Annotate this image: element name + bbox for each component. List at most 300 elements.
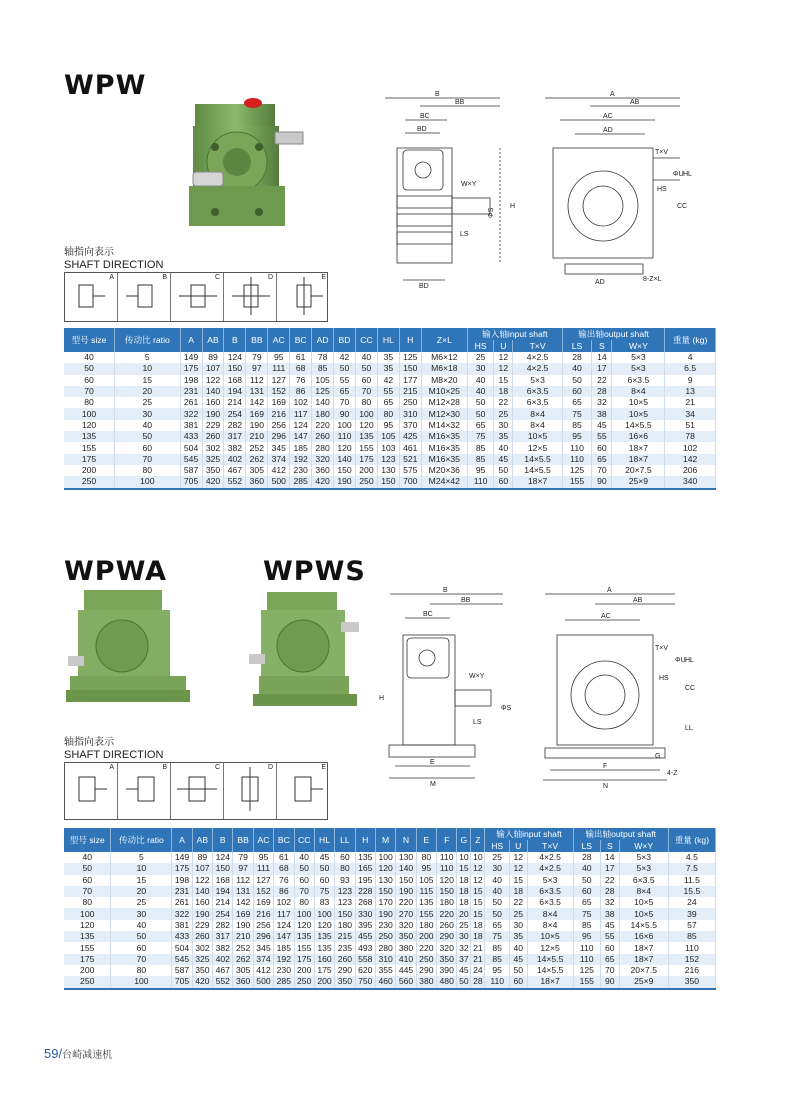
table-cell: 252	[246, 442, 268, 453]
table-cell: 61	[274, 852, 294, 863]
table-cell: 380	[416, 976, 436, 988]
wpwa-dim-ls: LS	[473, 719, 482, 726]
table-cell: 78	[665, 431, 716, 442]
table-cell: 80	[64, 897, 111, 908]
table-cell: 18	[457, 897, 471, 908]
dim-h: H	[510, 203, 516, 210]
table-cell: 40	[485, 875, 510, 886]
table-cell: 6×3.5	[612, 375, 665, 386]
table-cell: 382	[213, 942, 233, 953]
table-cell: 70	[355, 386, 377, 397]
table-cell: 10×5	[612, 408, 665, 419]
table-cell: 256	[253, 920, 273, 931]
table-cell: 95	[467, 465, 493, 476]
wpw-gearbox-photo	[175, 92, 325, 232]
table-cell: 100	[111, 976, 172, 988]
table-row	[64, 942, 716, 953]
table-cell: 8×4	[612, 386, 665, 397]
table-cell: 280	[312, 442, 334, 453]
table-cell: 190	[233, 920, 253, 931]
table-cell: 60	[355, 375, 377, 386]
table-cell: 70	[294, 886, 314, 897]
table-cell: 6.5	[665, 363, 716, 374]
table-cell: 110	[573, 942, 600, 953]
table-cell: 700	[399, 476, 421, 488]
table-cell: 14×5.5	[513, 465, 563, 476]
table-cell: 10×5	[513, 431, 563, 442]
table-cell: 50	[494, 465, 513, 476]
table-cell: 420	[192, 976, 212, 988]
table-cell: 30	[467, 363, 493, 374]
table-cell: 150	[335, 908, 355, 919]
table-cell: M6×18	[421, 363, 467, 374]
table-cell: 50	[111, 931, 172, 942]
table-cell: 18×7	[513, 476, 563, 488]
shaft2-option-a: A	[65, 763, 118, 819]
table-cell: M16×35	[421, 431, 467, 442]
table-cell: 750	[355, 976, 375, 988]
wpwa-dim-f: F	[603, 763, 608, 770]
table-cell: 110	[467, 476, 493, 488]
table-cell: 140	[312, 397, 334, 408]
table-row	[64, 476, 716, 488]
table-row	[64, 454, 716, 465]
table-cell: 45	[600, 920, 619, 931]
table-cell: 102	[274, 897, 294, 908]
table-cell: 50	[64, 863, 111, 874]
table-cell: 467	[213, 965, 233, 976]
table-cell: 6×3.5	[527, 897, 573, 908]
shaft-direction-en-2: SHAFT DIRECTION	[64, 749, 164, 761]
table-cell: 79	[233, 852, 253, 863]
wpwa-dim-h: H	[379, 695, 385, 702]
table-cell: 152	[253, 886, 273, 897]
dim-ab: AB	[630, 99, 640, 106]
wpw-drawing-front	[535, 88, 695, 293]
table-cell: 10	[471, 852, 485, 863]
table-cell: 107	[192, 863, 212, 874]
table-row	[64, 886, 716, 897]
table-cell: 95	[377, 420, 399, 431]
table-cell: 190	[375, 908, 395, 919]
table-cell: 76	[274, 875, 294, 886]
table-cell: 100	[64, 408, 115, 419]
table-cell: 170	[375, 897, 395, 908]
table-row	[64, 920, 716, 931]
table-cell: 100	[64, 908, 111, 919]
table-cell: 135	[314, 942, 334, 953]
table-cell: 50	[467, 397, 493, 408]
wpwa-dim-cc: CC	[685, 685, 696, 692]
table-cell: 80	[416, 852, 436, 863]
wpwa-dim-ab: AB	[633, 597, 643, 604]
dim-bd-bottom: BD	[419, 283, 429, 290]
table-cell: 124	[290, 420, 312, 431]
table-cell: 168	[224, 375, 246, 386]
table-cell: 250	[294, 976, 314, 988]
table-cell: 122	[202, 375, 224, 386]
table-cell: 65	[485, 920, 510, 931]
table-cell: 15	[494, 375, 513, 386]
table-cell: 552	[213, 976, 233, 988]
table-cell: 147	[274, 931, 294, 942]
table-cell: 216	[253, 908, 273, 919]
table-row	[64, 875, 716, 886]
wpwa-dim-s: ΦS	[501, 705, 512, 712]
table-cell: 22	[494, 397, 513, 408]
table-cell: 231	[172, 886, 192, 897]
table-cell: 120	[334, 442, 356, 453]
wpwa-dim-a: A	[607, 587, 612, 594]
table-cell: 18×7	[612, 442, 665, 453]
table-cell: 85	[485, 942, 510, 953]
table-cell: 135	[355, 431, 377, 442]
table-cell: 500	[253, 976, 273, 988]
table-cell: 5×3	[612, 352, 665, 363]
table-cell: 15	[471, 897, 485, 908]
table-cell: 70	[64, 386, 115, 397]
table-cell: 150	[396, 875, 416, 886]
table-cell: 6×3.5	[527, 886, 573, 897]
table-cell: 14×5.5	[527, 965, 573, 976]
table-cell: 254	[213, 908, 233, 919]
footer-brand: 台崎减速机	[62, 1050, 113, 1061]
table-row	[64, 465, 716, 476]
table-cell: 68	[290, 363, 312, 374]
table-cell: 6×3.5	[513, 397, 563, 408]
table-cell: 198	[180, 375, 202, 386]
table-cell: 18	[494, 386, 513, 397]
wpw-title: WPW	[64, 70, 147, 101]
table-cell: 175	[314, 965, 334, 976]
table-cell: 24	[668, 897, 715, 908]
table-cell: 25	[457, 920, 471, 931]
table-cell: 250	[355, 476, 377, 488]
table-cell: 86	[274, 886, 294, 897]
table-cell: 85	[573, 920, 600, 931]
table-cell: 20	[111, 886, 172, 897]
table-cell: 100	[355, 408, 377, 419]
table-cell: 12	[509, 852, 527, 863]
table-cell: 194	[224, 386, 246, 397]
table-cell: 50	[294, 863, 314, 874]
table-cell: 110	[573, 954, 600, 965]
table-cell: 60	[494, 476, 513, 488]
table-cell: 45	[457, 965, 471, 976]
table-cell: 340	[665, 476, 716, 488]
th-output-group: 输出轴output shaft	[562, 328, 664, 340]
table-cell: 412	[253, 965, 273, 976]
table-cell: 115	[416, 886, 436, 897]
table-cell: 8×4	[527, 908, 573, 919]
table-cell: 493	[355, 942, 375, 953]
dim-bc: BC	[420, 113, 430, 120]
table-cell: 30	[509, 920, 527, 931]
table-cell: 25	[509, 908, 527, 919]
table-cell: 381	[172, 920, 192, 931]
table-cell: 350	[202, 465, 224, 476]
table-cell: 95	[416, 863, 436, 874]
table-cell: 10×5	[619, 908, 668, 919]
table-cell: 175	[294, 954, 314, 965]
table-cell: 250	[399, 397, 421, 408]
table-row	[64, 976, 716, 988]
table-cell: 131	[246, 386, 268, 397]
table-cell: 22	[600, 875, 619, 886]
table-cell: 12	[494, 363, 513, 374]
table-row	[64, 363, 716, 374]
table-cell: 70	[64, 886, 111, 897]
table-cell: 195	[355, 875, 375, 886]
table-cell: 100	[314, 908, 334, 919]
table-cell: 120	[314, 920, 334, 931]
table-cell: 320	[312, 454, 334, 465]
table-cell: 11.5	[668, 875, 715, 886]
table-cell: 95	[562, 431, 591, 442]
table-cell: 215	[399, 386, 421, 397]
table-cell: 620	[355, 965, 375, 976]
table-cell: 111	[268, 363, 290, 374]
dim-ad-bottom: AD	[595, 279, 605, 286]
table-row	[64, 386, 716, 397]
table-cell: 10	[457, 852, 471, 863]
th-weight: 重量 (kg)	[665, 328, 716, 352]
table-cell: 15	[471, 908, 485, 919]
dim-u: ΦU	[673, 171, 684, 178]
table-cell: 32	[592, 397, 612, 408]
table-cell: 190	[396, 886, 416, 897]
table-cell: 35	[509, 931, 527, 942]
table-cell: 14	[592, 352, 612, 363]
table-cell: 350	[437, 954, 457, 965]
table-cell: 50	[115, 431, 181, 442]
table-cell: 8×4	[513, 408, 563, 419]
table-cell: 90	[334, 408, 356, 419]
table-cell: 322	[172, 908, 192, 919]
th-input-group: 输入轴input shaft	[467, 328, 562, 340]
table-cell: 130	[375, 875, 395, 886]
shaft-option-c: C	[171, 273, 224, 321]
table-cell: 310	[375, 954, 395, 965]
table-cell: 65	[467, 420, 493, 431]
table-cell: 260	[192, 931, 212, 942]
table-cell: 194	[213, 886, 233, 897]
wpwa-dim-bb: BB	[461, 597, 471, 604]
table-cell: 390	[437, 965, 457, 976]
table-cell: 254	[224, 408, 246, 419]
table-cell: 51	[665, 420, 716, 431]
table-cell: 382	[224, 442, 246, 453]
table-cell: 350	[335, 976, 355, 988]
table-cell: 85	[467, 454, 493, 465]
table-cell: 18×7	[612, 454, 665, 465]
table-cell: 260	[437, 920, 457, 931]
dim-b: B	[435, 91, 440, 98]
table-cell: 350	[192, 965, 212, 976]
table-cell: 180	[335, 920, 355, 931]
table-cell: 705	[172, 976, 192, 988]
table-cell: 18	[509, 886, 527, 897]
table-cell: 89	[192, 852, 212, 863]
table-cell: 120	[294, 920, 314, 931]
table-row	[64, 965, 716, 976]
table-cell: 83	[314, 897, 334, 908]
table-cell: 290	[335, 965, 355, 976]
table-cell: 445	[396, 965, 416, 976]
shaft2-option-b: B	[118, 763, 171, 819]
table-cell: 150	[334, 465, 356, 476]
table-cell: 60	[64, 875, 111, 886]
table-cell: 4×2.5	[527, 863, 573, 874]
table-cell: 4×2.5	[527, 852, 573, 863]
table-cell: 50	[467, 408, 493, 419]
table-cell: 105	[416, 875, 436, 886]
table-cell: 95	[485, 965, 510, 976]
table-cell: 65	[562, 397, 591, 408]
table-cell: 86	[290, 386, 312, 397]
table-cell: 14	[600, 852, 619, 863]
table-cell: 302	[192, 942, 212, 953]
table-cell: 12	[509, 863, 527, 874]
table-cell: M24×42	[421, 476, 467, 488]
table-cell: 65	[334, 386, 356, 397]
table-cell: 381	[180, 420, 202, 431]
table-cell: 140	[334, 454, 356, 465]
table-cell: 262	[233, 954, 253, 965]
table-cell: 180	[437, 897, 457, 908]
table-cell: 40	[494, 442, 513, 453]
table-cell: 68	[274, 863, 294, 874]
dim-hl: HL	[683, 171, 692, 178]
wpwa-dim-wy: W×Y	[469, 673, 485, 680]
table-cell: 16×6	[619, 931, 668, 942]
table-cell: 149	[180, 352, 202, 363]
table-cell: 155	[562, 476, 591, 488]
table-cell: 45	[509, 954, 527, 965]
table-cell: 80	[377, 408, 399, 419]
table-cell: 100	[115, 476, 181, 488]
table-cell: 42	[377, 375, 399, 386]
table-cell: 250	[416, 954, 436, 965]
table-cell: 12	[471, 875, 485, 886]
table-cell: 25	[485, 852, 510, 863]
table-cell: 355	[375, 965, 395, 976]
shaft-direction-diagram-1	[64, 272, 328, 322]
table-cell: 360	[233, 976, 253, 988]
table-cell: 231	[180, 386, 202, 397]
table-cell: 420	[202, 476, 224, 488]
table-cell: 75	[467, 431, 493, 442]
table-cell: 60	[314, 875, 334, 886]
table-cell: 40	[485, 886, 510, 897]
table-cell: 13	[665, 386, 716, 397]
table-cell: 8×4	[513, 420, 563, 431]
table-cell: 180	[312, 408, 334, 419]
table-cell: 124	[213, 852, 233, 863]
table-cell: 40	[509, 942, 527, 953]
table-cell: 60	[592, 442, 612, 453]
table-cell: 28	[471, 976, 485, 988]
table-row	[64, 431, 716, 442]
table-cell: 85	[562, 420, 591, 431]
wpwa-dim-e: E	[430, 759, 435, 766]
table-cell: 70	[334, 397, 356, 408]
shaft-direction-cn-2: 轴指向表示	[64, 737, 114, 748]
table-cell: 200	[64, 465, 115, 476]
table-cell: 21	[471, 954, 485, 965]
table-cell: 177	[399, 375, 421, 386]
table-cell: 587	[172, 965, 192, 976]
table-cell: 360	[312, 465, 334, 476]
table-cell: 261	[172, 897, 192, 908]
table-cell: 124	[274, 920, 294, 931]
table-cell: 320	[437, 942, 457, 953]
table-cell: 175	[180, 363, 202, 374]
table-cell: 18	[457, 875, 471, 886]
table-cell: 155	[355, 442, 377, 453]
table-cell: 12×5	[527, 942, 573, 953]
table-cell: 155	[416, 908, 436, 919]
table-cell: 28	[592, 386, 612, 397]
table-cell: 20×7.5	[619, 965, 668, 976]
table-cell: 37	[457, 954, 471, 965]
table-row	[64, 408, 716, 419]
table-cell: 80	[355, 397, 377, 408]
table-cell: M8×20	[421, 375, 467, 386]
table-cell: 152	[268, 386, 290, 397]
table-cell: 32	[600, 897, 619, 908]
table-cell: 40	[115, 420, 181, 431]
table-cell: 123	[335, 886, 355, 897]
table-cell: 60	[573, 886, 600, 897]
table-cell: 102	[290, 397, 312, 408]
table-cell: 260	[312, 431, 334, 442]
table-cell: 131	[233, 886, 253, 897]
table-cell: 20	[457, 908, 471, 919]
table-cell: 90	[600, 976, 619, 988]
shaft-direction-en: SHAFT DIRECTION	[64, 259, 164, 271]
table-cell: 317	[224, 431, 246, 442]
table-cell: 374	[253, 954, 273, 965]
table-cell: 45	[494, 454, 513, 465]
table-cell: 70	[115, 454, 181, 465]
table-cell: 350	[668, 976, 715, 988]
table-row	[64, 908, 716, 919]
table-cell: 40	[467, 375, 493, 386]
table-cell: 545	[172, 954, 192, 965]
table-cell: 25	[467, 352, 493, 363]
table-cell: 250	[64, 976, 111, 988]
table-cell: 305	[233, 965, 253, 976]
table-cell: 127	[253, 875, 273, 886]
table-cell: 215	[335, 931, 355, 942]
table-cell: 250	[64, 476, 115, 488]
table-cell: 130	[377, 465, 399, 476]
table-cell: 65	[377, 397, 399, 408]
table-cell: 50	[64, 363, 115, 374]
table-cell: 4	[665, 352, 716, 363]
table-cell: 165	[355, 863, 375, 874]
table-cell: 93	[335, 875, 355, 886]
table-cell: 75	[562, 408, 591, 419]
table-cell: 185	[290, 442, 312, 453]
table-cell: 50	[509, 965, 527, 976]
table-cell: 175	[64, 954, 111, 965]
table-cell: 160	[192, 897, 212, 908]
table-cell: 4×2.5	[513, 363, 563, 374]
table-cell: 345	[268, 442, 290, 453]
table-cell: 200	[294, 965, 314, 976]
